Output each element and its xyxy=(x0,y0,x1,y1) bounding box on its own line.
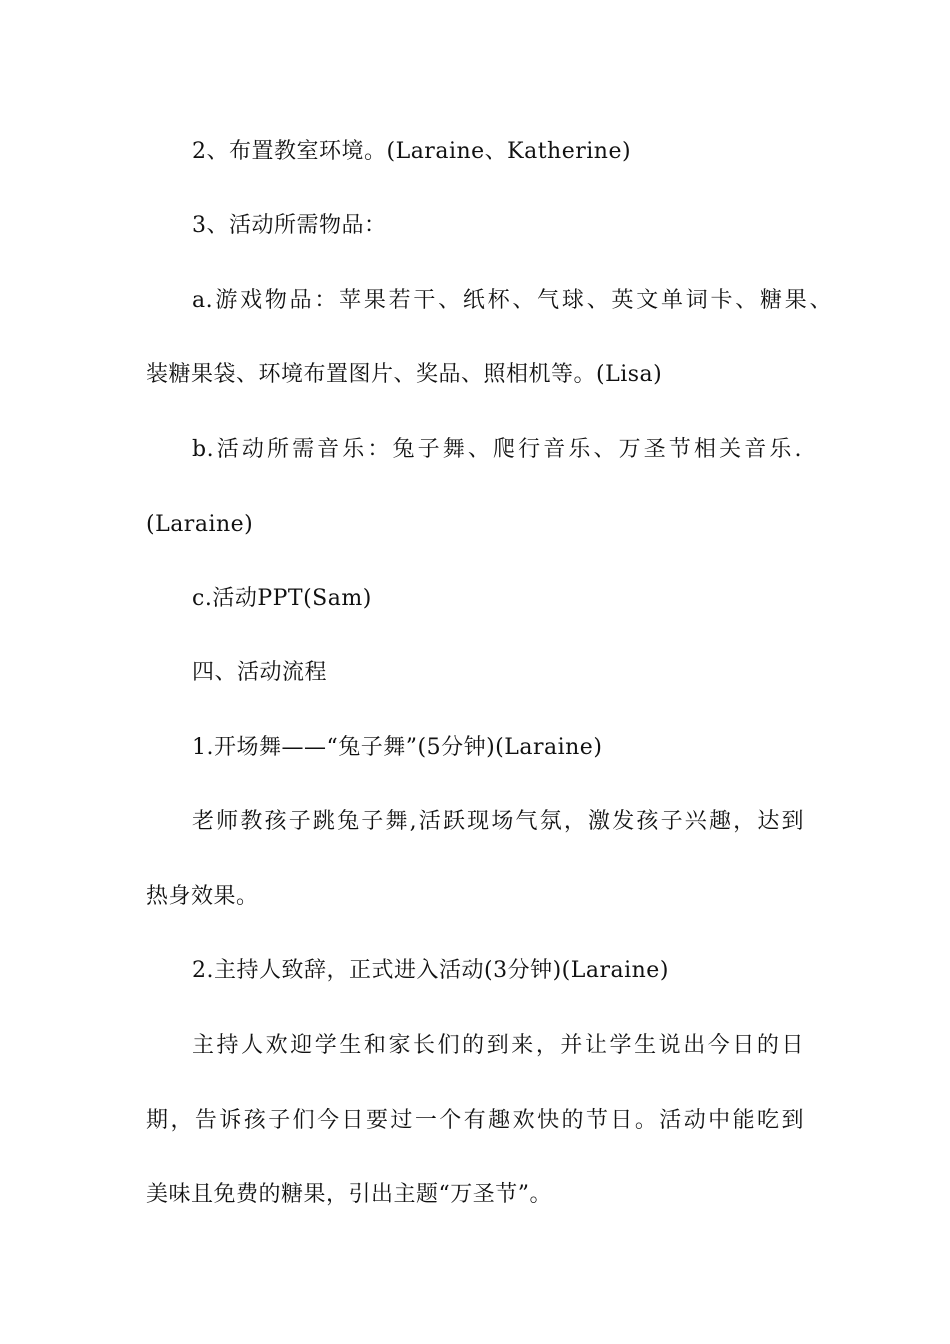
text-line-2: 3、活动所需物品： xyxy=(192,213,387,238)
text-line-13: 主持人欢迎学生和家长们的到来，并让学生说出今日的日 xyxy=(192,1033,804,1058)
text-line-7: c.活动PPT(Sam) xyxy=(192,586,372,611)
text-line-6: (Laraine) xyxy=(146,512,254,537)
section-heading: 四、活动流程 xyxy=(192,660,328,685)
text-line-11: 热身效果。 xyxy=(146,884,259,909)
text-line-3: a.游戏物品：苹果若干、纸杯、气球、英文单词卡、糖果、 xyxy=(192,288,832,313)
text-line-12: 2.主持人致辞，正式进入活动(3分钟)(Laraine) xyxy=(192,958,669,983)
text-line-1: 2、布置教室环境。(Laraine、Katherine) xyxy=(192,139,632,164)
text-line-5: b.活动所需音乐：兔子舞、爬行音乐、万圣节相关音乐. xyxy=(192,437,802,462)
text-line-9: 1.开场舞——“兔子舞”(5分钟)(Laraine) xyxy=(192,735,603,760)
text-line-4: 装糖果袋、环境布置图片、奖品、照相机等。(Lisa) xyxy=(146,362,663,387)
text-line-15: 美味且免费的糖果，引出主题“万圣节”。 xyxy=(146,1182,552,1207)
text-line-10: 老师教孩子跳兔子舞,活跃现场气氛，激发孩子兴趣，达到 xyxy=(192,809,804,834)
text-line-14: 期，告诉孩子们今日要过一个有趣欢快的节日。活动中能吃到 xyxy=(146,1108,804,1133)
